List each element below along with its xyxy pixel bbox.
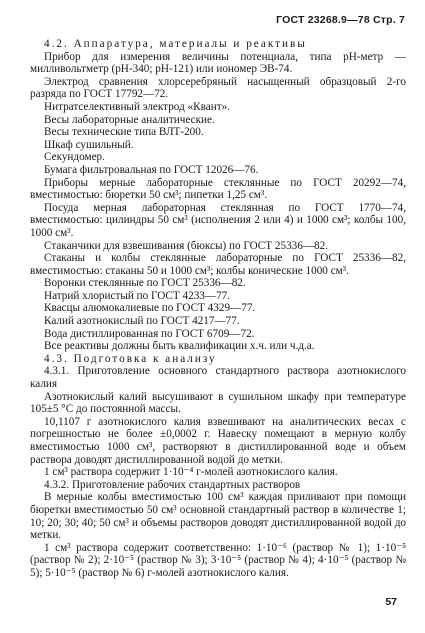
list-item: Воронки стеклянные по ГОСТ 25336—82. [44,277,246,290]
section-heading: 4.3. Подготовка к анализу [44,352,217,365]
section-heading: 4.2. Аппаратура, материалы и реактивы [44,38,307,50]
paragraph: 1 см³ раствора содержит соответственно: 1·10⁻⁶ (раствор № 1); 1·10⁻⁵ (раствор № 2); 2·10⁻⁵ (раствор № 3); 3·10⁻⁵ (раствор № 4); 4·10⁻⁵ (раствор № 5); 5·10⁻⁵ (раствор № 6) г-молей азотнокислого калия. [30,541,406,579]
document-body [30,38,406,580]
paragraph: Посуда мерная лабораторная стеклянная по ГОСТ 1770—74, вместимостью: цилиндры 50 см³ (исполнения 2 или 4) и 1000 см³; колбы 100, 1000 см³. [30,201,406,239]
paragraph: Стаканы и колбы стеклянные лабораторные по ГОСТ 25336—82, вместимостью: стаканы 50 и 1000 см³; колбы конические 1000 см³. [30,252,406,277]
list-item: Квасцы алюмокалиевые по ГОСТ 4329—77. [44,302,256,315]
list-item: Секундомер. [44,151,105,164]
paragraph: Все реактивы должны быть квалификации х.ч. или ч.д.а. [44,340,315,353]
list-item: Вода дистиллированная по ГОСТ 6709—72. [44,327,255,340]
paragraph: Прибор для измерения величины потенциала, типа pH-метр — милливольтметр (pH-340; pH-121) или иономер ЭВ-74. [30,50,406,76]
paragraph: В мерные колбы вместимостью 100 см³ каждая приливают при помощи бюретки вместимостью 50 см³ основной стандартный раствор в количестве 1; 10; 20; 30; 40; 50 см³ и объемы растворов доводят дистиллированной водой до метки. [30,491,406,542]
paragraph: 10,1107 г азотнокислого калия взвешивают на аналитических весах с погрешностью не более ±0,0002 г. Навеску помещают в мерную колбу вместимостью 1000 см³, растворяют в дистиллированной воде и объем раствора доводят дистиллированной водой до метки. [30,415,406,466]
paragraph: Азотнокислый калий высушивают в сушильном шкафу при температуре 105±5 °C до постоянной массы. [30,390,406,416]
subsection-heading: 4.3.2. Приготовление рабочих стандартных растворов [44,478,301,491]
paragraph: Приборы мерные лабораторные стеклянные по ГОСТ 20292—74, вместимостью: бюретки 50 см³; пипетки 1,25 см³. [30,176,406,202]
paragraph: 1 см³ раствора содержит 1·10⁻⁴ г-молей азотнокислого калия. [44,466,338,479]
list-item: Весы технические типа ВЛТ-200. [44,126,204,139]
list-item: Бумага фильтровальная по ГОСТ 12026—76. [44,163,259,176]
paragraph: Электрод сравнения хлорсеребряный насыщенный образцовый 2-го разряда по ГОСТ 17792—72. [30,75,406,101]
list-item: Натрий хлористый по ГОСТ 4233—77. [44,289,231,302]
page-number: 57 [385,596,397,608]
list-item: Нитратселективный электрод «Квант». [44,100,230,113]
list-item: Шкаф сушильный. [44,138,134,151]
subsection-heading: 4.3.1. Приготовление основного стандартного раствора азотнокислого калия [30,365,406,391]
page-header: ГОСТ 23268.9—78 Стр. 7 [276,14,405,26]
list-item: Стаканчики для взвешивания (бюксы) по ГОСТ 25336—82. [44,239,329,252]
list-item: Весы лабораторные аналитические. [44,113,215,126]
list-item: Калий азотнокислый по ГОСТ 4217—77. [44,315,240,328]
